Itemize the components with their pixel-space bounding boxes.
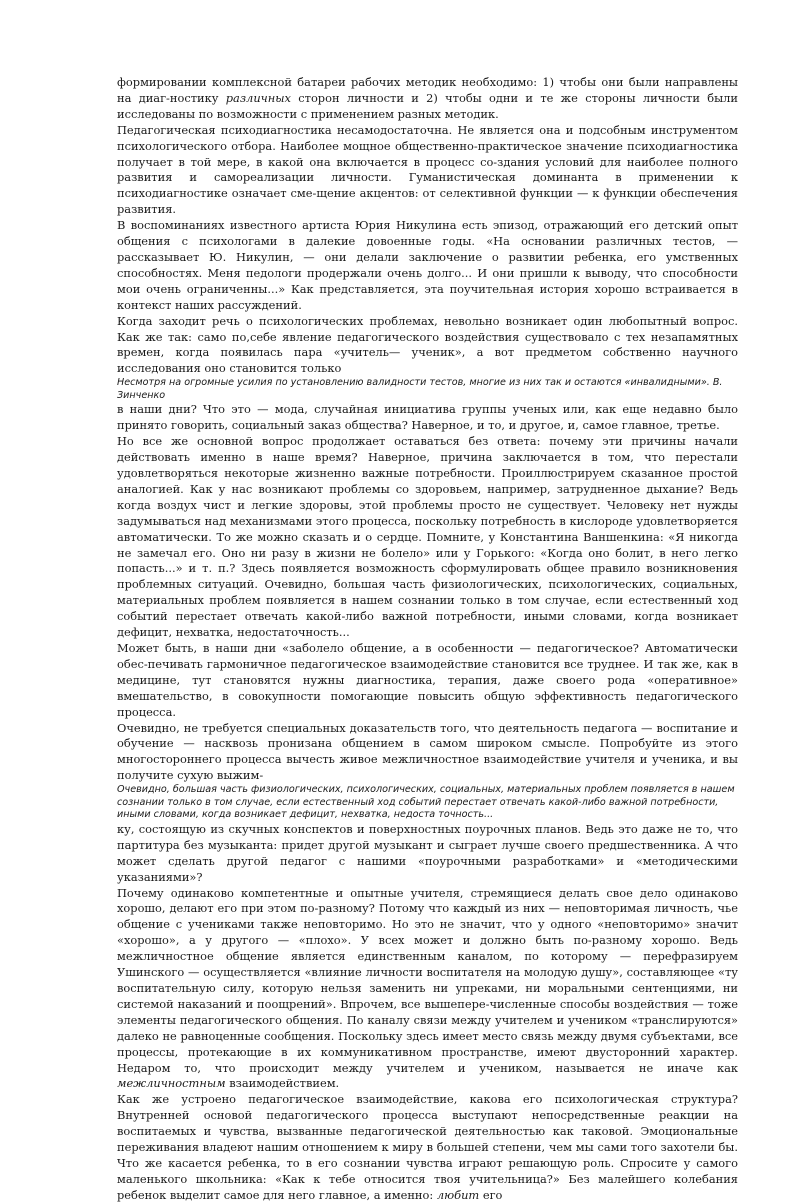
paragraph-text: Как же устроено педагогическое взаимодействие, какова его психологическая структура? Внутренней основой педагогического процесса выступают непосредственные реакции на воспитаемых и чувства, вызванные педагогической деятельностью как таковой. Эмоциональные переживания владеют нашим отношением к миру в большей степени, чем мы сами того захотели бы. Что же касается ребенка, то в его сознании чувства играют решающую роль. Спросите у самого маленького школьника: «Как к тебе относится твоя учительница?» Без малейшего колебания ребенок выделит самое для него главное, а именно: (117, 1092, 738, 1202)
emphasized-word: любит (436, 1187, 480, 1202)
body-paragraph (117, 75, 738, 123)
paragraph-text: в наши дни? Что это — мода, случайная инициатива группы ученых или, как еще недавно было принято говорить, социальный заказ общества? Наверное, и то, и другое, и, самое главное, третье. (117, 402, 738, 433)
paragraph-text: Но все же основной вопрос продолжает оставаться без ответа: почему эти причины начали действовать именно в наше время? Наверное, причина заключается в том, что перестали удовлетворяться некоторые жизненно важные потребности. Проиллюстрируем сказанное простой аналогией. Как у нас возникают проблемы со здоровьем, например, затрудненное дыхание? Ведь когда воздух чист и легкие здоровы, этой проблемы просто не существует. Человеку нет нужды задумываться над механизмами этого процесса, поскольку потребность в кислороде удовлетворяется автоматически. То же можно сказать и о сердце. Помните, у Константина Ваншенкина: «Я никогда не замечал его. Оно ни разу в жизни не болело» или у Горького: «Когда оно болит, в него легко попасть...» и т. п.? Здесь появляется возможность сформулировать общее правило возникновения проблемных ситуаций. Очевидно, большая часть физиологических, психологических, социальных, материальных проблем появляется в нашем сознании только в том случае, если естественный ход событий перестает отвечать какой-либо важной потребности, иными словами, когда возникает дефицит, нехватка, недостаточность... (117, 434, 738, 640)
body-paragraph (117, 402, 738, 434)
body-paragraph (117, 721, 738, 785)
paragraph-text: ку, состоящую из скучных конспектов и поверхностных поурочных планов. Ведь это даже не то, что партитура без музыканта: придет другой музыкант и сыграет лучше своего предшественника. А что может сделать другой педагог с нашими «поурочными разработками» и «методическими указаниями»? (117, 821, 738, 884)
emphasized-word: межличностным (117, 1076, 226, 1091)
paragraph-text: Может быть, в наши дни «заболело общение, а в особенности — педагогическое? Автоматически обес-печивать гармоничное педагогическое взаимодействие становится все труднее. И так же, как в медицине, тут становятся нужны диагностика, терапия, даже своего рода «оперативное» вмешательство, в совокупности помогающие повысить общую эффективность педагогического процесса. (117, 641, 738, 719)
paragraph-text: Почему одинаково компетентные и опытные учителя, стремящиеся делать свое дело одинаково хорошо, делают его при этом по-разному? Потому что каждый из них — неповторимая личность, чье общение с учениками также неповторимо. Но это не значит, что у одного «неповторимо» значит «хорошо», а у другого — «плохо». У всех может и должно быть по-разному хорошо. Ведь межличностное общение является единственным каналом, по которому — перефразируем Ушинского — осуществляется «влияние личности воспитателя на молодую душу», составляющее «ту воспитательную силу, которую нельзя заменить ни упреками, ни моральными сентенциями, ни системой наказаний и поощрений». Впрочем, все вышепере-численные способы воздействия — тоже элементы педагогического общения. По каналу связи между учителем и учеником «транслируются» далеко не равноценные сообщения. Поскольку здесь имеет место связь между двумя субъектами, все процессы, протекающие в их коммуникативном пространстве, имеют двусторонний характер. Недаром то, что происходит между учителем и учеником, называется не иначе как (117, 885, 738, 1075)
paragraph-text: Когда заходит речь о психологических проблемах, невольно возникает один любопытный вопрос. Как же так: само по,себе явление педагогического воздействия существовало с тех незапамятных времен, когда появилась пара «учитель— ученик», а вот предметом собственно научного исследования оно становится только (117, 313, 738, 376)
body-paragraph (117, 822, 738, 886)
paragraph-text: Педагогическая психодиагностика несамодостаточна. Не является она и подсобным инструментом психологического отбора. Наиболее мощное общественно-практическое значение психодиагностика получает в той мере, в какой она включается в процесс со-здания условий для наиболее полного развития и самореализации личности. Гуманистическая доминанта в применении к психодиагностике означает сме-щение акцентов: от селективной функции — к функции обеспечения развития. (117, 122, 738, 217)
body-paragraph (117, 314, 738, 378)
paragraph-text: взаимодействием. (225, 1076, 340, 1091)
paragraph-text: В воспоминаниях известного артиста Юрия Никулина есть эпизод, отражающий его детский опыт общения с психологами в далекие довоенные годы. «На основании различных тестов, — рассказывает Ю. Никулин, — они делали заключение о развитии ребенка, его умственных способностях. Меня педологи продержали очень долго... И они пришли к выводу, что способности мои очень ограниченны...» Как представляется, эта поучительная история хорошо встраивается в контекст наших рассуждений. (117, 218, 738, 312)
paragraph-text: Очевидно, не требуется специальных доказательств того, что деятельность педагога — воспитание и обучение — насквозь пронизана общением в самом широком смысле. Попробуйте из этого многостороннего процесса вычесть живое межличностное взаимодействие учителя и ученика, и вы получите сухую выжим- (117, 720, 738, 783)
paragraph-text: Очевидно, большая часть физиологических, психологических, социальных, материальных проблем появляется в нашем сознании только в том случае, если естественный ход событий перестает отвечать какой-либо важной потребности, иными словами, когда возникает дефицит, нехватка, недоста точность... (117, 784, 735, 821)
emphasized-word: различных (225, 90, 291, 105)
paragraph-text: формировании комплексной батареи рабочих методик необходимо: 1) чтобы они были направлены на диаг-ностику (117, 75, 738, 105)
paragraph-text: Несмотря на огромные усилия по установлению валидности тестов, многие из них так и остаются «инвалидными». В. Зинченко (117, 377, 723, 401)
body-paragraph (117, 218, 738, 313)
body-paragraph (117, 1092, 738, 1203)
paragraph-text: сторон личности и 2) чтобы одни и те же стороны личности были исследованы по возможности с применением разных методик. (117, 90, 738, 121)
body-paragraph (117, 886, 738, 1093)
side-quote (117, 377, 738, 402)
paragraph-text: его (479, 1187, 503, 1202)
body-paragraph (117, 641, 738, 721)
body-paragraph (117, 434, 738, 641)
side-quote (117, 784, 738, 822)
body-paragraph (117, 123, 738, 218)
